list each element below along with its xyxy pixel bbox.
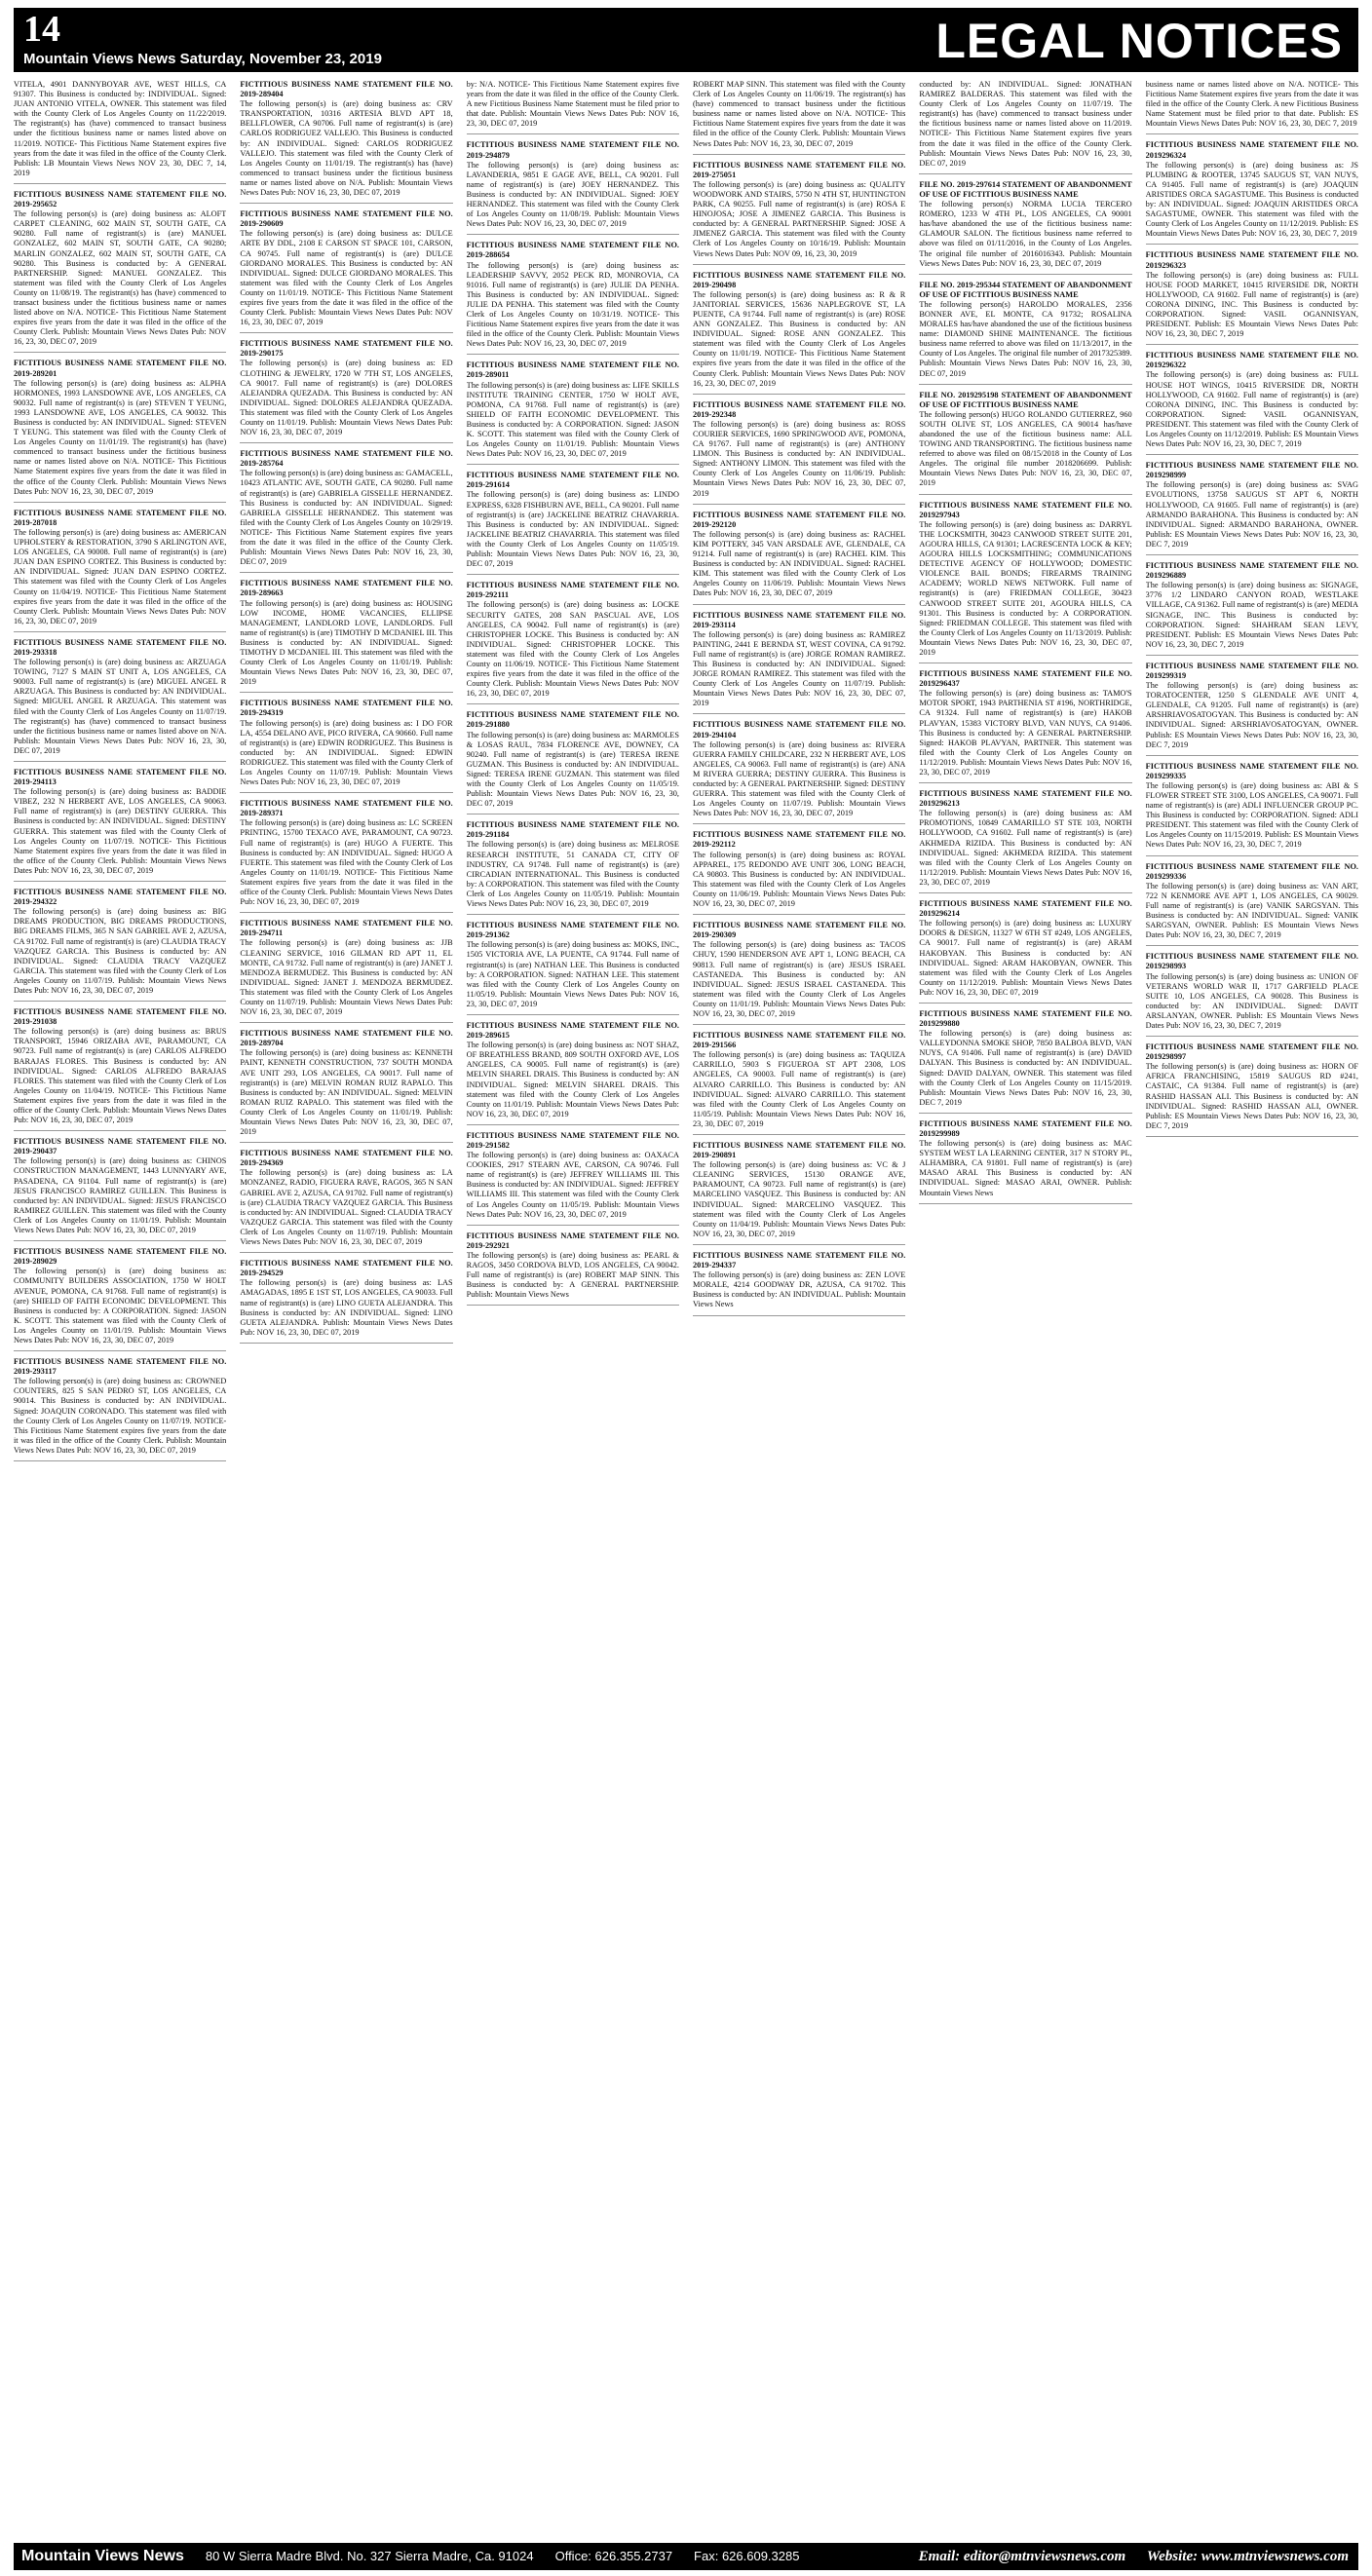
notice-body: VITELA, 4901 DANNYBOYAR AVE, WEST HILLS, CA 91307. This Business is conducted by: INDIVIDUAL. Signed: JUAN ANTONIO VITELA, OWNER. This statement was filed with the County Clerk of Los Angeles County on 11/22/2019. The registrant(s) has (have) commenced to transact business under the fictitious business name or names listed above on 11/2019. NOTICE- This Fictitious Name Statement expires five years from the date it was filed in the office of the County Clerk. Publish: LB Mountain Views News NOV 23, 30, DEC 7, 14, 2019 [14, 80, 227, 177]
notice-body: business name or names listed above on N/A. NOTICE- This Fictitious Name Statement expires five years from the date it was filed in the office of the County Clerk. A new Fictitious Business Name Statement must be filed prior to that date. Publish: ES Mountain Views News Dates Pub: NOV 16, 23, 30, DEC 7, 2019 [1145, 80, 1358, 129]
legal-notice [240, 1029, 452, 1143]
notice-heading: FICTITIOUS BUSINESS NAME STATEMENT FILE NO. 2019-293114 [692, 610, 906, 629]
legal-notice [693, 80, 905, 155]
notice-heading: FICTITIOUS BUSINESS NAME STATEMENT FILE NO. 2019-292111 [466, 581, 679, 600]
notice-body: The following person(s) is (are) doing business as: HORN OF AFRICA FRANCHISING, 15819 SAUGUS RD #241, CASTAIC, CA 91384. Full name of registrant(s) is (are) RASHID HASSAN ALI. This Business is conducted by: AN INDIVIDUAL. Signed: RASHID HASSAN ALI, OWNER. Publish: ES Mountain Views News Dates Pub: NOV 16, 23, 30, DEC 7, 2019 [1145, 1062, 1358, 1130]
notice-body: The following person(s) is (are) doing business as: ALOFT CARPET CLEANING, 602 MAIN ST, SOUTH GATE, CA 90280. Full name of registrant(s) is (are) MANUEL GONZALEZ, 602 MAIN ST, SOUTH GATE, CA 90280; MARLIN GONZALEZ, 602 MAIN ST, SOUTH GATE, CA 90280. This Business is conducted by: A GENERAL PARTNERSHIP. Signed: MANUEL GONZALEZ. This statement was filed with the County Clerk of Los Angeles County on 11/08/19. The registrant(s) has (have) commenced to transact business under the fictitious business name or names listed above on N/A. NOTICE- This Fictitious Name Statement expires five years from the date it was filed in the office of the County Clerk. Publish: Mountain Views News Dates Pub: NOV 16, 23, 30, DEC 07, 2019 [14, 209, 227, 347]
notice-body: The following person(s) is (are) doing business as: MOKS, INC., 1505 VICTORIA AVE, LA PUENTE, CA 91744. Full name of registrant(s) is (are) NATHAN LEE. This Business is conducted by: A CORPORATION. Signed: NATHAN LEE. This statement was filed with the County Clerk of Los Angeles County on 11/05/19. Publish: Mountain Views News Dates Pub: NOV 16, 23, 30, DEC 07, 2019 [466, 940, 679, 1008]
notice-heading: FICTITIOUS BUSINESS NAME STATEMENT FILE NO. 2019-294113 [14, 768, 227, 787]
notice-heading: FICTITIOUS BUSINESS NAME STATEMENT FILE NO. 2019-289029 [14, 1247, 227, 1267]
notice-heading: FICTITIOUS BUSINESS NAME STATEMENT FILE NO. 2019-292348 [692, 399, 906, 419]
legal-notice [693, 921, 905, 1025]
notice-columns [14, 80, 1358, 2535]
notice-heading: FICTITIOUS BUSINESS NAME STATEMENT FILE NO. 2019-294104 [692, 720, 906, 739]
legal-notice [919, 180, 1131, 275]
legal-notice [14, 509, 226, 632]
notice-body: The following person(s) is (are) doing business as: COMMUNITY BUILDERS ASSOCIATION, 1750 W HOLT AVENUE, POMONA, CA 91768. Full name of registrant(s) is (are) SHIELD OF FAITH ECONOMIC DEVELOPMENT. This Business is conducted by: A CORPORATION. Signed: JASON K. SCOTT. This statement was filed with the County Clerk of Los Angeles County on 11/01/19. Publish: Mountain Views News Dates Pub: NOV 16, 23, 30, DEC 07, 2019 [14, 1267, 227, 1345]
notice-body: The following person(s) is (are) doing business as: I DO FOR LA, 4554 DELANO AVE, PICO RIVERA, CA 90660. Full name of registrant(s) is (are) EDWIN RODRIGUEZ. This Business is conducted by: AN INDIVIDUAL. Signed: EDWIN RODRIGUEZ. This statement was filed with the County Clerk of Los Angeles County on 11/07/19. Publish: Mountain Views News Dates Pub: NOV 16, 23, 30, DEC 07, 2019 [240, 718, 453, 787]
notice-body: The following person(s) is (are) doing business as: RACHEL KIM POTTERY, 345 VAN ARSDALE AVE, GLENDALE, CA 91214. Full name of registrant(s) is (are) RACHEL KIM. This Business is conducted by: AN INDIVIDUAL. Signed: RACHEL KIM. This statement was filed with the County Clerk of Los Angeles County on 11/06/19. Publish: Mountain Views News Dates Pub: NOV 16, 23, 30, DEC 07, 2019 [692, 529, 906, 598]
notice-body: The following person(s) is (are) doing business as: TORATOCENTER, 1250 S GLENDALE AVE UNIT 4, GLENDALE, CA 91205. Full name of registrant(s) is (are) ARSHRIAVOSATOGYAN. This Business is conducted by: AN INDIVIDUAL. Signed: ARSHRIAVOSATOGYAN, OWNER. Publish: ES Mountain Views News Dates Pub: NOV 16, 23, 30, DEC 7, 2019 [1145, 681, 1358, 749]
legal-notice [14, 359, 226, 502]
notice-body: The following person(s) is (are) doing business as: PEARL & RAGOS, 3450 CORDOVA BLVD, LOS ANGELES, CA 90042. Full name of registrant(s) is (are) ROBERT MAP SINN. This Business is conducted by: A GENERAL PARTNERSHIP. Publish: Mountain Views News [466, 1250, 679, 1300]
notice-body: conducted by: AN INDIVIDUAL. Signed: JONATHAN RAMIREZ BALDERAS. This statement was filed with the County Clerk of Los Angeles County on 11/07/19. The registrant(s) has (have) commenced to transact business under the fictitious business name or names listed above on 11/2019. NOTICE- This Fictitious Name Statement expires five years from the date it was filed in the office of the County Clerk. Publish: Mountain Views News Dates Pub: NOV 16, 23, 30, DEC 07, 2019 [919, 80, 1132, 168]
notice-body: The following person(s) is (are) doing business as: QUALITY WOODWORK AND STAIRS, 5750 N 4TH ST, HUNTINGTON PARK, CA 90255. Full name of registrant(s) is (are) ROSA E HINOJOSA; JOSE A JIMENEZ GARCIA. This Business is conducted by: A GENERAL PARTNERSHIP. Signed: JOSE A JIMENEZ GARCIA. This statement was filed with the County Clerk of Los Angeles County on 10/16/19. Publish: Mountain Views News Dates Pub: NOV 09, 16, 23, 30, 2019 [692, 179, 906, 258]
notice-column [693, 80, 905, 2535]
legal-notice [240, 579, 452, 693]
notice-column [14, 80, 226, 2535]
notice-body: The following person(s) is (are) doing business as: ABI & S FLOWER STREET STE 3100, LOS ANGELES, CA 90071. Full name of registrant(s) is (are) ADLI INFLUENCER GROUP PC. This Business is conducted by: CORPORATION. Signed: ADLI PRESIDENT. This statement was filed with the County Clerk of Los Angeles County on 11/15/2019. Publish: ES Mountain Views News Dates Pub: NOV 16, 23, 30, DEC 7, 2019 [1145, 780, 1358, 850]
notice-body: The following person(s) is (are) doing business as: ED CLOTHING & JEWELRY, 1720 W 7TH ST, LOS ANGELES, CA 90017. Full name of registrant(s) is (are) DOLORES ALEJANDRA QUEZADA. This Business is conducted by: AN INDIVIDUAL. Signed: DOLORES ALEJANDRA QUEZADA. This statement was filed with the County Clerk of Los Angeles County on 11/01/19. Publish: Mountain Views News Dates Pub: NOV 16, 23, 30, DEC 07, 2019 [240, 359, 453, 437]
notice-heading: FICTITIOUS BUSINESS NAME STATEMENT FILE NO. 2019296323 [1145, 250, 1358, 270]
legal-notice [1146, 762, 1358, 856]
legal-notice [1146, 250, 1358, 345]
notice-heading: FICTITIOUS BUSINESS NAME STATEMENT FILE NO. 2019-291362 [466, 921, 679, 940]
notice-body: The following person(s) is (are) doing business as: ARZUAGA TOWING, 7127 S MAIN ST UNIT A, LOS ANGELES, CA 90003. Full name of registrant(s) is (are) MIGUEL ANGEL R ARZUAGA. This Business is conducted by: AN INDIVIDUAL. Signed: MIGUEL ANGEL R ARZUAGA. This statement was filed with the County Clerk of Los Angeles County on 11/07/19. The registrant(s) has (have) commenced to transact business under the fictitious business name or names listed above on N/A. Publish: Mountain Views News Dates Pub: NOV 16, 23, 30, DEC 07, 2019 [14, 658, 227, 755]
footer-fax: Fax: 626.609.3285 [694, 2549, 800, 2563]
legal-notice [1146, 461, 1358, 555]
legal-notice [1146, 662, 1358, 756]
legal-notice [467, 1131, 679, 1226]
notice-heading: FICTITIOUS BUSINESS NAME STATEMENT FILE NO. 2019-293117 [14, 1357, 227, 1377]
notice-heading: FICTITIOUS BUSINESS NAME STATEMENT FILE NO. 2019-295652 [14, 189, 227, 209]
notice-heading: FICTITIOUS BUSINESS NAME STATEMENT FILE NO. 2019-294337 [692, 1250, 906, 1270]
legal-notice [1146, 862, 1358, 947]
notice-body: The following person(s) is (are) doing business as: NOT SHAZ, OF BREATHLESS BRAND, 809 SOUTH OXFORD AVE, LOS ANGELES, CA 90005. Full name of registrant(s) is (are) MELVIN SHAREL DRAIS. This Business is conducted by: AN INDIVIDUAL. Signed: MELVIN SHAREL DRAIS. This statement was filed with the County Clerk of Los Angeles County on 11/01/19. Publish: Mountain Views News Dates Pub: NOV 16, 23, 30, DEC 07, 2019 [466, 1041, 679, 1118]
legal-notice [1146, 140, 1358, 245]
notice-body: The following person(s) is (are) doing business as: SVAG EVOLUTIONS, 13758 SAUGUS ST APT 6, NORTH HOLLYWOOD, CA 91605. Full name of registrant(s) is (are) ARMANDO BARAHONA. This Business is conducted by: AN INDIVIDUAL. Signed: ARMANDO BARAHONA, OWNER. Publish: ES Mountain Views News Dates Pub: NOV 16, 23, 30, DEC 7, 2019 [1145, 480, 1358, 549]
legal-notice [919, 669, 1131, 783]
legal-notice [919, 80, 1131, 174]
legal-notice [919, 789, 1131, 893]
notice-heading: FICTITIOUS BUSINESS NAME STATEMENT FILE NO. 2019-290309 [692, 921, 906, 940]
notice-heading: FICTITIOUS BUSINESS NAME STATEMENT FILE NO. 2019297943 [919, 500, 1132, 519]
legal-notice [693, 720, 905, 824]
notice-body: The following person(s) is (are) doing business as: KENNETH PAINT, KENNETH CONSTRUCTION, 737 SOUTH MONDA AVE UNIT 293, LOS ANGELES, CA 90017. Full name of registrant(s) is (are) MELVIN ROMAN RUIZ RAPALO. This Business is conducted by: AN INDIVIDUAL. Signed: MELVIN ROMAN RUIZ RAPALO. This statement was filed with the County Clerk of Los Angeles County on 11/01/19. Publish: Mountain Views News Dates Pub: NOV 16, 23, 30, DEC 07, 2019 [240, 1048, 453, 1137]
notice-body: The following person(s) is (are) doing business as: RIVERA GUERRA FAMILY CHILDCARE, 232 N HERBERT AVE, LOS ANGELES, CA 90063. Full name of registrant(s) is (are) ANA M RIVERA GUERRA; DESTINY GUERRA. This Business is conducted by: A GENERAL PARTNERSHIP. Signed: DESTINY GUERRA. This statement was filed with the County Clerk of Los Angeles County on 11/07/19. Publish: Mountain Views News Dates Pub: NOV 16, 23, 30, DEC 07, 2019 [692, 739, 906, 818]
notice-body: The following person(s) is (are) doing business as: DARRYL THE LOCKSMITH, 30423 CANWOOD STREET SUITE 201, AGOURA HILLS, CA 91301; LACRESCENTA LOCK & KEY; AGOURA HILLS LOCKSMITHING; COMMUNICATIONS DETECTIVE AGENCY OF HOLLYWOOD; DOMESTIC VIOLENCE BAIL BONDS; FIREARMS TRAINING ACADEMY; WORLD NEWS NETWORK. Full name of registrant(s) is (are) FRIEDMAN COLLEGE, 30423 CANWOOD STREET SUITE 201, AGOURA HILLS, CA 91301. This Business is conducted by: A CORPORATION. Signed: FRIEDMAN COLLEGE. This statement was filed with the County Clerk of Los Angeles County on 11/13/2019. Publish: Mountain Views News Dates Pub: NOV 16, 23, 30, DEC 07, 2019 [919, 519, 1132, 657]
notice-body: The following person(s) is (are) doing business as: MAC SYSTEM WEST LA LEARNING CENTER, 317 N STORY PL, ALHAMBRA, CA 91801. Full name of registrant(s) is (are) MASAO ARAI. This Business is conducted by: AN INDIVIDUAL. Signed: MASAO ARAI, OWNER. Publish: Mountain Views News [919, 1139, 1132, 1197]
notice-body: The following person(s) is (are) doing business as: BRUS TRANSPORT, 15946 ORIZABA AVE, PARAMOUNT, CA 90723. Full name of registrant(s) is (are) CARLOS ALFREDO BARAJAS FLORES. This Business is conducted by: AN INDIVIDUAL. Signed: CARLOS ALFREDO BARAJAS FLORES. This statement was filed with the County Clerk of Los Angeles County on 11/04/19. NOTICE- This Fictitious Name Statement expires five years from the date it was filed in the office of the County Clerk. Publish: Mountain Views News Dates Pub: NOV 16, 23, 30, DEC 07, 2019 [14, 1027, 227, 1125]
notice-heading: FICTITIOUS BUSINESS NAME STATEMENT FILE NO. 2019-293318 [14, 637, 227, 657]
legal-notice [693, 400, 905, 505]
notice-body: The following person(s) HAROLDO MORALES, 2356 BONNER AVE, EL MONTE, CA 91732; ROSALINA MORALES has/have abandoned the use of the fictitious business name: DIAMOND SHINE MAINTENANCE. The fictitious business name referred to above was filed on 11/13/2017, in the County of Los Angeles. The original file number of 2017325389. Publish: Mountain Views News Dates Pub: NOV 16, 23, 30, DEC 07, 2019 [919, 299, 1132, 378]
notice-heading: FICTITIOUS BUSINESS NAME STATEMENT FILE NO. 2019-289011 [466, 360, 679, 380]
notice-body: The following person(s) is (are) doing business as: CRV TRANSPORTATION, 10316 ARTESIA BLVD APT 18, BELLFLOWER, CA 90706. Full name of registrant(s) is (are) CARLOS RODRIGUEZ VALLEJO. This Business is conducted by: AN INDIVIDUAL. Signed: CARLOS RODRIGUEZ VALLEJO. This statement was filed with the County Clerk of Los Angeles County on 11/01/19. The registrant(s) has (have) commenced to transact business under the fictitious business name or names listed above on N/A. Publish: Mountain Views News Dates Pub: NOV 16, 23, 30, DEC 07, 2019 [240, 99, 453, 198]
notice-heading: FICTITIOUS BUSINESS NAME STATEMENT FILE NO. 2019-290609 [240, 209, 453, 229]
notice-heading: FICTITIOUS BUSINESS NAME STATEMENT FILE NO. 2019-294319 [240, 699, 453, 718]
legal-notice [1146, 561, 1358, 656]
legal-notice [14, 1247, 226, 1351]
legal-notice [240, 80, 452, 204]
legal-notice [693, 1031, 905, 1135]
notice-body: The following person(s) is (are) doing business as: MELROSE RESEARCH INSTITUTE, 51 CANADA CT, CITY OF INDUSTRY, CA 91748. Full name of registrant(s) is (are) CIRCADIAN INTERNATIONAL. This Business is conducted by: A CORPORATION. This statement was filed with the County Clerk of Los Angeles County on 11/05/19. Publish: Mountain Views News Dates Pub: NOV 16, 23, 30, DEC 07, 2019 [466, 840, 679, 909]
notice-body: The following person(s) is (are) doing business as: LAS AMAGADAS, 1895 E 1ST ST, LOS ANGELES, CA 90033. Full name of registrant(s) is (are) LINO GUETA ALEJANDRA. This Business is conducted by: AN INDIVIDUAL. Signed: LINO GUETA ALEJANDRA. Publish: Mountain Views News Dates Pub: NOV 16, 23, 30, DEC 07, 2019 [240, 1278, 453, 1337]
legal-notice [240, 699, 452, 793]
notice-heading: FICTITIOUS BUSINESS NAME STATEMENT FILE NO. 2019-290175 [240, 339, 453, 359]
notice-body: The following person(s) is (are) doing business as: DULCE ARTE BY DDL, 2108 E CARSON ST SPACE 101, CARSON, CA 90745. Full name of registrant(s) is (are) DULCE GIORDANO MORALES. This Business is conducted by: AN INDIVIDUAL. Signed: DULCE GIORDANO MORALES. This statement was filed with the County Clerk of Los Angeles County on 11/01/19. NOTICE- This Fictitious Name Statement expires five years from the date it was filed in the office of the County Clerk. Publish: Mountain Views News Dates Pub: NOV 16, 23, 30, DEC 07, 2019 [240, 229, 453, 327]
legal-notice [240, 339, 452, 443]
legal-notice [240, 1149, 452, 1253]
notice-body: The following person(s) is (are) doing business as: JJB CLEANING SERVICE, 1016 GILMAN RD APT 11, EL MONTE, CA 91732. Full name of registrant(s) is (are) JANET J. MENDOZA BERMUDEZ. This Business is conducted by: AN INDIVIDUAL. Signed: JANET J. MENDOZA BERMUDEZ. This statement was filed with the County Clerk of Los Angeles County on 11/07/19. Publish: Mountain Views News Dates Pub: NOV 16, 23, 30, DEC 07, 2019 [240, 938, 453, 1017]
notice-heading: FICTITIOUS BUSINESS NAME STATEMENT FILE NO. 2019-291038 [14, 1007, 227, 1027]
legal-notice [919, 1119, 1131, 1204]
notice-heading: FICTITIOUS BUSINESS NAME STATEMENT FILE NO. 2019-292112 [692, 830, 906, 850]
notice-body: ROBERT MAP SINN. This statement was filed with the County Clerk of Los Angeles County on 11/06/19. The registrant(s) has (have) commenced to transact business under the fictitious business name or names listed above on N/A. NOTICE- This Fictitious Name Statement expires five years from the date it was filed in the office of the County Clerk. Publish: Mountain Views News Dates Pub: NOV 16, 23, 30, DEC 07, 2019 [692, 80, 906, 148]
notice-heading: FICTITIOUS BUSINESS NAME STATEMENT FILE NO. 2019-289371 [240, 799, 453, 818]
notice-body: The following person(s) is (are) doing business as: TAMO'S MOTOR SPORT, 1943 PARTHENIA ST #196, NORTHRIDGE, CA 91324. Full name of registrant(s) is (are) HAKOB PLAVYAN, 15383 VICTORY BLVD, VAN NUYS, CA 91406. This Business is conducted by: A GENERAL PARTNERSHIP. Signed: HAKOB PLAVYAN, PARTNER. This statement was filed with the County Clerk of Los Angeles County on 11/12/2019. Publish: Mountain Views News Dates Pub: NOV 16, 23, 30, DEC 07, 2019 [919, 689, 1132, 777]
notice-body: The following person(s) is (are) doing business as: LUXURY DOORS & DESIGN, 11327 W 6TH ST #249, LOS ANGELES, CA 90017. Full name of registrant(s) is (are) ARAM HAKOBYAN. This Business is conducted by: AN INDIVIDUAL. Signed: ARAM HAKOBYAN, OWNER. This statement was filed with the County Clerk of Los Angeles County on 11/12/2019. Publish: Mountain Views News Dates Pub: NOV 16, 23, 30, DEC 07, 2019 [919, 919, 1132, 997]
legal-notice [693, 271, 905, 395]
notice-heading: FICTITIOUS BUSINESS NAME STATEMENT FILE NO. 2019-289201 [14, 359, 227, 378]
notice-heading: FICTITIOUS BUSINESS NAME STATEMENT FILE NO. 2019-294369 [240, 1149, 453, 1168]
legal-notice [919, 1009, 1131, 1114]
legal-notice [693, 511, 905, 605]
legal-notice [467, 360, 679, 465]
notice-heading: FICTITIOUS BUSINESS NAME STATEMENT FILE NO. 2019-290437 [14, 1137, 227, 1156]
notice-heading: FICTITIOUS BUSINESS NAME STATEMENT FILE NO. 2019-291614 [466, 471, 679, 490]
notice-heading: FICTITIOUS BUSINESS NAME STATEMENT FILE NO. 2019-289615 [466, 1020, 679, 1041]
legal-notice [467, 471, 679, 575]
notice-body: The following person(s) NORMA LUCIA TERCERO ROMERO, 1233 W 4TH PL, LOS ANGELES, CA 90001 has/have abandoned the use of the fictitious business name: GLAMOUR SALON. The fictitious business name referred to above was filed on 01/11/2016, in the County of Los Angeles. The original file number of 2016016343. Publish: Mountain Views News Dates Pub: NOV 16, 23, 30, DEC 07, 2019 [919, 200, 1132, 268]
legal-notice [693, 161, 905, 265]
notice-heading: FICTITIOUS BUSINESS NAME STATEMENT FILE NO. 2019-291184 [466, 820, 679, 840]
footer-office-phone: Office: 626.355.2737 [554, 2549, 673, 2563]
legal-notice [467, 1021, 679, 1125]
notice-heading: FICTITIOUS BUSINESS NAME STATEMENT FILE NO. 2019-289704 [240, 1029, 453, 1048]
legal-notice [14, 190, 226, 354]
notice-body: The following person(s) is (are) doing business as: LOCKE SECURITY GATES, 208 SAN PASCUAL AVE, LOS ANGELES, CA 90042. Full name of registrant(s) is (are) CHRISTOPHER LOCKE. This Business is conducted by: AN INDIVIDUAL. Signed: CHRISTOPHER LOCKE. This statement was filed with the County Clerk of Los Angeles County on 11/06/19. NOTICE- This Fictitious Name Statement expires five years from the date it was filed in the office of the County Clerk. Publish: Mountain Views News Dates Pub: NOV 16, 23, 30, DEC 07, 2019 [466, 600, 679, 699]
notice-body: The following person(s) is (are) doing business as: LINDO EXPRESS, 6328 FISHBURN AVE, BELL, CA 90201. Full name of registrant(s) is (are) JACKELINE BEATRIZ CHAVARRIA. This Business is conducted by: AN INDIVIDUAL. Signed: JACKELINE BEATRIZ CHAVARRIA. This statement was filed with the County Clerk of Los Angeles County on 11/05/19. Publish: Mountain Views News Dates Pub: NOV 16, 23, 30, DEC 07, 2019 [466, 490, 679, 569]
notice-body: The following person(s) is (are) doing business as: HOUSING LOW INCOME, HOME VACANCIES, ELLIPSE MANAGEMENT, LANDLORD LOVE, LANDLORDS. Full name of registrant(s) is (are) TIMOTHY D MCDANIEL III. This Business is conducted by: AN INDIVIDUAL. Signed: TIMOTHY D MCDANIEL III. This statement was filed with the County Clerk of Los Angeles County on 11/01/19. Publish: Mountain Views News Dates Pub: NOV 16, 23, 30, DEC 07, 2019 [240, 598, 453, 687]
notice-body: The following person(s) is (are) doing business as: LEADERSHIP SAVVY, 2052 PECK RD, MONROVIA, CA 91016. Full name of registrant(s) is (are) JULIE DA PENHA. This Business is conducted by: AN INDIVIDUAL. Signed: JULIE DA PENHA. This statement was filed with the County Clerk of Los Angeles County on 10/31/19. NOTICE- This Fictitious Name Statement expires five years from the date it was filed in the office of the County Clerk. Publish: Mountain Views News Dates Pub: NOV 16, 23, 30, DEC 07, 2019 [466, 260, 679, 349]
notice-body: The following person(s) is (are) doing business as: SIGNAGE, 3776 1/2 LINDARO CANYON ROAD, WESTLAKE VILLAGE, CA 91362. Full name of registrant(s) is (are) MEDIA SIGNAGE, INC. This Business is conducted by: CORPORATION. Signed: SHAHRAM SEAN LEVY, PRESIDENT. Publish: ES Mountain Views News Dates Pub: NOV 16, 23, 30, DEC 7, 2019 [1145, 581, 1358, 649]
notice-heading: FICTITIOUS BUSINESS NAME STATEMENT FILE NO. 2019-275051 [692, 160, 906, 179]
notice-heading: FICTITIOUS BUSINESS NAME STATEMENT FILE NO. 2019296322 [1145, 351, 1358, 370]
notice-heading: FILE NO. 2019-295344 STATEMENT OF ABANDONMENT OF USE OF FICTITIOUS BUSINESS NAME [919, 280, 1132, 299]
notice-heading: FICTITIOUS BUSINESS NAME STATEMENT FILE NO. 2019296213 [919, 789, 1132, 809]
legal-notice [467, 1231, 679, 1307]
notice-body: The following person(s) HUGO ROLANDO GUTIERREZ, 960 SOUTH OLIVE ST, LOS ANGELES, CA 90014 has/have abandoned the use of the fictitious business name: ALL TOWING AND TRANSPORTING. The fictitious business name referred to above was filed on 08/15/2018 in the County of Los Angeles. The original file number 2018206699. Publish: Mountain Views News Dates Pub: NOV 16, 23, 30, DEC 07, 2019 [919, 409, 1132, 488]
legal-notice [467, 820, 679, 915]
notice-body: The following person(s) is (are) doing business as: OAXACA COOKIES, 2917 STEARN AVE, CARSON, CA 90746. Full name of registrant(s) is (are) JEFFREY WILLIAMS III. This Business is conducted by: AN INDIVIDUAL. Signed: JEFFREY WILLIAMS III. This statement was filed with the County Clerk of Los Angeles County on 11/05/19. Publish: Mountain Views News Dates Pub: NOV 16, 23, 30, DEC 07, 2019 [466, 1151, 679, 1219]
notice-body: The following person(s) is (are) doing business as: TAQUIZA CARRILLO, 5903 S FIGUEROA ST APT 2308, LOS ANGELES, CA 90003. Full name of registrant(s) is (are) ALVARO CARRILLO. This Business is conducted by: AN INDIVIDUAL. Signed: ALVARO CARRILLO. This statement was filed with the County Clerk of Los Angeles County on 11/05/19. Publish: Mountain Views News Dates Pub: NOV 16, 23, 30, DEC 07, 2019 [692, 1050, 906, 1128]
legal-notice [14, 1007, 226, 1131]
notice-column [240, 80, 452, 2535]
legal-notice [240, 1259, 452, 1344]
notice-body: The following person(s) is (are) doing business as: AMERICAN UPHOLSTERY & RESTORATION, 3790 S ARLINGTON AVE, LOS ANGELES, CA 90008. Full name of registrant(s) is (are) JUAN DAN ESPINO CORTEZ. This Business is conducted by: AN INDIVIDUAL. Signed: JUAN DAN ESPINO CORTEZ. This statement was filed with the County Clerk of Los Angeles County on 11/04/19. NOTICE- This Fictitious Name Statement expires five years from the date it was filed in the office of the County Clerk. Publish: Mountain Views News Dates Pub: NOV 16, 23, 30, DEC 07, 2019 [14, 527, 227, 625]
notice-heading: FICTITIOUS BUSINESS NAME STATEMENT FILE NO. 2019298997 [1145, 1042, 1358, 1062]
legal-notice [1146, 952, 1358, 1037]
notice-body: The following person(s) is (are) doing business as: VAN ART, 722 N KENMORE AVE APT 1, LOS ANGELES, CA 90029. Full name of registrant(s) is (are) VANIK SARGSYAN. This Business is conducted by: AN INDIVIDUAL. Signed: VANIK SARGSYAN, OWNER. Publish: ES Mountain Views News Dates Pub: NOV 16, 23, 30, DEC 7, 2019 [1145, 881, 1358, 940]
notice-heading: FICTITIOUS BUSINESS NAME STATEMENT FILE NO. 2019-294322 [14, 888, 227, 907]
notice-body: The following person(s) is (are) doing business as: BADDIE VIBEZ, 232 N HERBERT AVE, LOS ANGELES, CA 90063. Full name of registrant(s) is (are) DESTINY GUERRA. This Business is conducted by: AN INDIVIDUAL. Signed: DESTINY GUERRA. This statement was filed with the County Clerk of Los Angeles County on 11/07/19. NOTICE- This Fictitious Name Statement expires five years from the date it was filed in the office of the County Clerk. Publish: Mountain Views News Dates Pub: NOV 16, 23, 30, DEC 07, 2019 [14, 787, 227, 875]
legal-notice [14, 1357, 226, 1461]
legal-notice [240, 209, 452, 333]
notice-body: The following person(s) is (are) doing business as: BIG DREAMS PRODUCTION, BIG DREAMS PRODUCTIONS, BIG DREAMS FILMS, 365 N SAN GABRIEL AVE 2, AZUSA, CA 91702. Full name of registrant(s) is (are) CLAUDIA TRACY VAZQUEZ GARCIA. This Business is conducted by: AN INDIVIDUAL. Signed: CLAUDIA TRACY VAZQUEZ GARCIA. This statement was filed with the County Clerk of Los Angeles County on 11/07/19. Publish: Mountain Views News Dates Pub: NOV 16, 23, 30, DEC 07, 2019 [14, 907, 227, 995]
legal-notice [14, 80, 226, 184]
notice-heading: FICTITIOUS BUSINESS NAME STATEMENT FILE NO. 2019296437 [919, 669, 1132, 689]
notice-body: The following person(s) is (are) doing business as: ROYAL APPAREL, 175 REDONDO AVE UNIT 306, LONG BEACH, CA 90803. This Business is conducted by: AN INDIVIDUAL. This statement was filed with the County Clerk of Los Angeles County on 11/06/19. Publish: Mountain Views News Dates Pub: NOV 16, 23, 30, DEC 07, 2019 [692, 850, 906, 909]
legal-notice [240, 919, 452, 1023]
notice-body: The following person(s) is (are) doing business as: CHINOS CONSTRUCTION MANAGEMENT, 1443 LUNNYARY AVE, PASADENA, CA 91104. Full name of registrant(s) is (are) JESUS FRANCISCO RAMIREZ GUILLEN. This Business is conducted by: AN INDIVIDUAL. Signed: JESUS FRANCISCO RAMIREZ GUILLEN. This statement was filed with the County Clerk of Los Angeles County on 11/01/19. Publish: Mountain Views News Dates Pub: NOV 16, 23, 30, DEC 07, 2019 [14, 1156, 227, 1235]
legal-notice [14, 1137, 226, 1241]
notice-heading: FICTITIOUS BUSINESS NAME STATEMENT FILE NO. 2019-288654 [466, 241, 679, 260]
notice-heading: FICTITIOUS BUSINESS NAME STATEMENT FILE NO. 2019299880 [919, 1008, 1132, 1029]
publication-date-line: Mountain Views News Saturday, November 23, 2019 [23, 51, 382, 67]
legal-notice [919, 899, 1131, 1004]
notice-heading: FICTITIOUS BUSINESS NAME STATEMENT FILE NO. 2019299319 [1145, 661, 1358, 680]
masthead [14, 8, 1358, 72]
notice-heading: FICTITIOUS BUSINESS NAME STATEMENT FILE NO. 2019299336 [1145, 861, 1358, 881]
notice-body: The following person(s) is (are) doing business as: ZEN LOVE MORALE, 4214 GOODWAY DR, AZUSA, CA 91702. This Business is conducted by: AN INDIVIDUAL. Publish: Mountain Views News [692, 1270, 906, 1309]
notice-heading: FICTITIOUS BUSINESS NAME STATEMENT FILE NO. 2019-294529 [240, 1259, 453, 1278]
legal-notice [467, 581, 679, 704]
notice-heading: FICTITIOUS BUSINESS NAME STATEMENT FILE NO. 2019-290498 [692, 270, 906, 289]
legal-notice [1146, 351, 1358, 455]
notice-body: The following person(s) is (are) doing business as: LC SCREEN PRINTING, 15700 TEXACO AVE, PARAMOUNT, CA 90723. Full name of registrant(s) is (are) HUGO A FUERTE. This Business is conducted by: AN INDIVIDUAL. Signed: HUGO A FUERTE. This statement was filed with the County Clerk of Los Angeles County on 11/01/19. NOTICE- This Fictitious Name Statement expires five years from the date it was filed in the office of the County Clerk. Publish: Mountain Views News Dates Pub: NOV 16, 23, 30, DEC 07, 2019 [240, 818, 453, 907]
notice-body: The following person(s) is (are) doing business as: FULL HOUSE HOT WINGS, 10415 RIVERSIDE DR, NORTH HOLLYWOOD, CA 91602. Full name of registrant(s) is (are) CORONA DINING, INC. This Business is conducted by: CORPORATION. Signed: VASIL OGANNISYAN, PRESIDENT. This statement was filed with the County Clerk of Los Angeles County on 11/12/2019. Publish: ES Mountain Views News Dates Pub: NOV 16, 23, 30, DEC 7, 2019 [1145, 370, 1358, 449]
notice-heading: FICTITIOUS BUSINESS NAME STATEMENT FILE NO. 2019-291566 [692, 1031, 906, 1050]
page-footer [14, 2543, 1358, 2570]
notice-body: The following person(s) is (are) doing business as: FULL HOUSE FOOD MARKET, 10415 RIVERSIDE DR, NORTH HOLLYWOOD, CA 91602. Full name of registrant(s) is (are) CORONA DINING, INC. This Business is conducted by: CORPORATION. Signed: VASIL OGANNISYAN, PRESIDENT. Publish: ES Mountain Views News Dates Pub: NOV 16, 23, 30, DEC 7, 2019 [1145, 270, 1358, 339]
notice-body: The following person(s) is (are) doing business as: TACOS CHUY, 1590 HENDERSON AVE APT 1, LONG BEACH, CA 90813. Full name of registrant(s) is (are) JESUS ISRAEL CASTANEDA. This Business is conducted by: AN INDIVIDUAL. Signed: JESUS ISRAEL CASTANEDA. This statement was filed with the County Clerk of Los Angeles County on 11/01/19. Publish: Mountain Views News Dates Pub: NOV 16, 23, 30, DEC 07, 2019 [692, 940, 906, 1018]
legal-notice [693, 1251, 905, 1316]
notice-heading: FICTITIOUS BUSINESS NAME STATEMENT FILE NO. 2019-291582 [466, 1130, 679, 1150]
notice-body: The following person(s) is (are) doing business as: AM PROMOTIONS, 10849 CAMARILLO ST STE 103, NORTH HOLLYWOOD, CA 91602. Full name of registrant(s) is (are) AKHMEDA RIZIDA. This Business is conducted by: AN INDIVIDUAL. Signed: AKHMEDA RIZIDA. This statement was filed with the County Clerk of Los Angeles County on 11/12/2019. Publish: Mountain Views News Dates Pub: NOV 16, 23, 30, DEC 07, 2019 [919, 809, 1132, 887]
notice-body: The following person(s) is (are) doing business as: LIFE SKILLS INSTITUTE TRAINING CENTER, 1750 W HOLT AVE, POMONA, CA 91768. Full name of registrant(s) is (are) SHIELD OF FAITH ECONOMIC DEVELOPMENT. This Business is conducted by: A CORPORATION. Signed: JASON K. SCOTT. This statement was filed with the County Clerk of Los Angeles County on 11/01/19. Publish: Mountain Views News Dates Pub: NOV 16, 23, 30, DEC 07, 2019 [466, 380, 679, 459]
notice-body: The following person(s) is (are) doing business as: VALLEYDONNA SMOKE SHOP, 7850 BALBOA BLVD, VAN NUYS, CA 91406. Full name of registrant(s) is (are) DAVID DALYAN. This Business is conducted by: AN INDIVIDUAL. Signed: DAVID DALYAN, OWNER. This statement was filed with the County Clerk of Los Angeles County on 11/15/2019. Publish: Mountain Views News Dates Pub: NOV 16, 23, 30, DEC 7, 2019 [919, 1029, 1132, 1107]
legal-notice [467, 921, 679, 1015]
legal-notice [14, 768, 226, 882]
legal-notice [1146, 80, 1358, 134]
notice-heading: FICTITIOUS BUSINESS NAME STATEMENT FILE NO. 2019299989 [919, 1118, 1132, 1138]
page-number: 14 [23, 9, 60, 50]
notice-column [467, 80, 679, 2535]
legal-notice [14, 638, 226, 762]
notice-heading: FICTITIOUS BUSINESS NAME STATEMENT FILE NO. 2019-291880 [466, 710, 679, 730]
notice-heading: FICTITIOUS BUSINESS NAME STATEMENT FILE NO. 2019298993 [1145, 952, 1358, 971]
notice-body: The following person(s) is (are) doing business as: ROSS COURIER SERVICES, 1690 SPRINGWOOD AVE, POMONA, CA 91767. Full name of registrant(s) is (are) ANTHONY LIMON. This Business is conducted by: AN INDIVIDUAL. Signed: ANTHONY LIMON. This statement was filed with the County Clerk of Los Angeles County on 11/06/19. Publish: Mountain Views News Dates Pub: NOV 16, 23, 30, DEC 07, 2019 [692, 419, 906, 498]
legal-notice [467, 241, 679, 355]
legal-notice [467, 140, 679, 235]
notice-body: The following person(s) is (are) doing business as: LA MONZANEZ, RADIO, FIGUERA RAVE, RAGOS, 365 N SAN GABRIEL AVE 2, AZUSA, CA 91702. Full name of registrant(s) is (are) CLAUDIA TRACY VAZQUEZ GARCIA. This Business is conducted by: AN INDIVIDUAL. Signed: CLAUDIA TRACY VAZQUEZ GARCIA. This statement was filed with the County Clerk of Los Angeles County on 11/07/19. Publish: Mountain Views News Dates Pub: NOV 16, 23, 30, DEC 07, 2019 [240, 1168, 453, 1247]
notice-body: by: N/A. NOTICE- This Fictitious Name Statement expires five years from the date it was filed in the office of the County Clerk. A new Fictitious Business Name Statement must be filed prior to that date. Publish: Mountain Views News Dates Pub: NOV 16, 23, 30, DEC 07, 2019 [466, 80, 679, 129]
notice-heading: FILE NO. 2019295198 STATEMENT OF ABANDONMENT OF USE OF FICTITIOUS BUSINESS NAME [919, 390, 1132, 409]
footer-email[interactable]: Email: editor@mtnviewsnews.com [918, 2549, 1126, 2564]
legal-notice [919, 281, 1131, 385]
legal-notice [467, 710, 679, 814]
notice-heading: FICTITIOUS BUSINESS NAME STATEMENT FILE NO. 2019-292921 [466, 1231, 679, 1250]
legal-notice [240, 799, 452, 913]
notice-body: The following person(s) is (are) doing business as: CROWNED COUNTERS, 825 S SAN PEDRO ST, LOS ANGELES, CA 90014. This Business is conducted by: AN INDIVIDUAL. Signed: JOAQUIN CORONADO. This statement was filed with the County Clerk of Los Angeles County on 11/07/19. NOTICE- This Fictitious Name Statement expires five years from the date it was filed in the office of the County Clerk. Publish: Mountain Views News Dates Pub: NOV 16, 23, 30, DEC 07, 2019 [14, 1377, 227, 1455]
footer-publication: Mountain Views News [21, 2548, 184, 2564]
notice-heading: FICTITIOUS BUSINESS NAME STATEMENT FILE NO. 2019296889 [1145, 561, 1358, 581]
notice-heading: FICTITIOUS BUSINESS NAME STATEMENT FILE NO. 2019-289663 [240, 579, 453, 598]
section-title: LEGAL NOTICES [935, 14, 1343, 68]
notice-heading: FICTITIOUS BUSINESS NAME STATEMENT FILE NO. 2019299335 [1145, 761, 1358, 780]
footer-website[interactable]: Website: www.mtnviewsnews.com [1146, 2549, 1349, 2564]
notice-heading: FICTITIOUS BUSINESS NAME STATEMENT FILE NO. 2019296324 [1145, 140, 1358, 160]
notice-heading: FICTITIOUS BUSINESS NAME STATEMENT FILE NO. 2019-292120 [692, 510, 906, 529]
notice-column [919, 80, 1131, 2535]
notice-heading: FILE NO. 2019-297614 STATEMENT OF ABANDONMENT OF USE OF FICTITIOUS BUSINESS NAME [919, 179, 1132, 199]
notice-body: The following person(s) is (are) doing business as: RAMIREZ PAINTING, 2441 E BERNDA ST, WEST COVINA, CA 91792. Full name of registrant(s) is (are) JORGE ROMAN RAMIREZ. This Business is conducted by: AN INDIVIDUAL. Signed: JORGE ROMAN RAMIREZ. This statement was filed with the County Clerk of Los Angeles County on 11/07/19. Publish: Mountain Views News Dates Pub: NOV 16, 23, 30, DEC 07, 2019 [692, 629, 906, 708]
legal-notice [693, 830, 905, 915]
notice-column [1146, 80, 1358, 2535]
notice-body: The following person(s) is (are) doing business as: GAMACELL, 10423 ATLANTIC AVE, SOUTH GATE, CA 90280. Full name of registrant(s) is (are) GABRIELA GISSELLE HERNANDEZ. This Business is conducted by: AN INDIVIDUAL. Signed: GABRIELA GISSELLE HERNANDEZ. This statement was filed with the County Clerk of Los Angeles County on 10/29/19. NOTICE- This Fictitious Name Statement expires five years from the date it was filed in the office of the County Clerk. Publish: Mountain Views News Dates Pub: NOV 16, 23, 30, DEC 07, 2019 [240, 469, 453, 567]
notice-body: The following person(s) is (are) doing business as: UNION OF VETERANS WORLD WAR II, 1717 GARFIELD PLACE SUITE 10, LOS ANGELES, CA 90028. This Business is conducted by: AN INDIVIDUAL. Signed: DAVIT ARSLANYAN, OWNER. Publish: ES Mountain Views News Dates Pub: NOV 16, 23, 30, DEC 7, 2019 [1145, 971, 1358, 1030]
legal-notice [693, 1141, 905, 1245]
legal-notice [693, 611, 905, 715]
notice-heading: FICTITIOUS BUSINESS NAME STATEMENT FILE NO. 2019296214 [919, 899, 1132, 919]
notice-heading: FICTITIOUS BUSINESS NAME STATEMENT FILE NO. 2019-287018 [14, 508, 227, 527]
notice-heading: FICTITIOUS BUSINESS NAME STATEMENT FILE NO. 2019-294711 [240, 919, 453, 938]
legal-notice [467, 80, 679, 134]
footer-address: 80 W Sierra Madre Blvd. No. 327 Sierra Madre, Ca. 91024 [205, 2549, 534, 2563]
notice-heading: FICTITIOUS BUSINESS NAME STATEMENT FILE NO. 2019-294879 [466, 140, 679, 160]
notice-heading: FICTITIOUS BUSINESS NAME STATEMENT FILE NO. 2019-285764 [240, 449, 453, 469]
notice-body: The following person(s) is (are) doing business as: MARMOLES & LOSAS RAUL, 7834 FLORENCE AVE, DOWNEY, CA 90240. Full name of registrant(s) is (are) TERESA IRENE GUZMAN. This Business is conducted by: AN INDIVIDUAL. Signed: TERESA IRENE GUZMAN. This statement was filed with the County Clerk of Los Angeles County on 11/05/19. Publish: Mountain Views News Dates Pub: NOV 16, 23, 30, DEC 07, 2019 [466, 730, 679, 809]
notice-body: The following person(s) is (are) doing business as: VC & J CLEANING SERVICES, 15130 ORANGE AVE, PARAMOUNT, CA 90723. Full name of registrant(s) is (are) MARCELINO VASQUEZ. This Business is conducted by: AN INDIVIDUAL. Signed: MARCELINO VASQUEZ. This statement was filed with the County Clerk of Los Angeles County on 11/04/19. Publish: Mountain Views News Dates Pub: NOV 16, 23, 30, DEC 07, 2019 [692, 1160, 906, 1238]
notice-heading: FICTITIOUS BUSINESS NAME STATEMENT FILE NO. 2019-289404 [240, 80, 453, 99]
notice-body: The following person(s) is (are) doing business as: R & R JANITORIAL SERVICES, 15636 NAPLEGROVE ST, LA PUENTE, CA 91744. Full name of registrant(s) is (are) ROSE ANN GONZALEZ. This Business is conducted by: AN INDIVIDUAL. Signed: ROSE ANN GONZALEZ. This statement was filed with the County Clerk of Los Angeles County on 11/01/19. NOTICE- This Fictitious Name Statement expires five years from the date it was filed in the office of the County Clerk. Publish: Mountain Views News Dates Pub: NOV 16, 23, 30, DEC 07, 2019 [692, 289, 906, 388]
legal-notice [919, 501, 1131, 664]
legal-notice [14, 888, 226, 1002]
notice-body: The following person(s) is (are) doing business as: LAVANDERIA, 9851 E GAGE AVE, BELL, CA 90201. Full name of registrant(s) is (are) JOEY HERNANDEZ. This Business is conducted by: AN INDIVIDUAL. Signed: JOEY HERNANDEZ. This statement was filed with the County Clerk of Los Angeles County on 11/08/19. Publish: Mountain Views News Dates Pub: NOV 16, 23, 30, DEC 07, 2019 [466, 160, 679, 229]
notice-body: The following person(s) is (are) doing business as: JS PLUMBING & ROOTER, 13745 SAUGUS ST, VAN NUYS, CA 91405. Full name of registrant(s) is (are) JOAQUIN ARISTIDES ORCA SAGASTUME. This Business is conducted by: AN INDIVIDUAL. Signed: JOAQUIN ARISTIDES ORCA SAGASTUME, OWNER. This statement was filed with the County Clerk of Los Angeles County on 11/12/2019. Publish: ES Mountain Views News Dates Pub: NOV 16, 23, 30, DEC 7, 2019 [1145, 160, 1358, 239]
legal-notice [240, 449, 452, 573]
legal-notice [1146, 1042, 1358, 1137]
legal-notice [919, 391, 1131, 495]
notice-heading: FICTITIOUS BUSINESS NAME STATEMENT FILE NO. 2019298999 [1145, 461, 1358, 480]
notice-heading: FICTITIOUS BUSINESS NAME STATEMENT FILE NO. 2019-290891 [692, 1141, 906, 1160]
notice-body: The following person(s) is (are) doing business as: ALPHA HORMONES, 1993 LANSDOWNE AVE, LOS ANGELES, CA 90032. Full name of registrant(s) is (are) STEVEN T YEUNG, 1993 LANSDOWNE AVE, LOS ANGELES, CA 90032. This Business is conducted by: AN INDIVIDUAL. Signed: STEVEN T YEUNG. This statement was filed with the County Clerk of Los Angeles County on 11/01/19. The registrant(s) has (have) commenced to transact business under the fictitious business name or names listed above on N/A. NOTICE- This Fictitious Name Statement expires five years from the date it was filed in the office of the County Clerk. Publish: Mountain Views News Dates Pub: NOV 16, 23, 30, DEC 07, 2019 [14, 378, 227, 496]
